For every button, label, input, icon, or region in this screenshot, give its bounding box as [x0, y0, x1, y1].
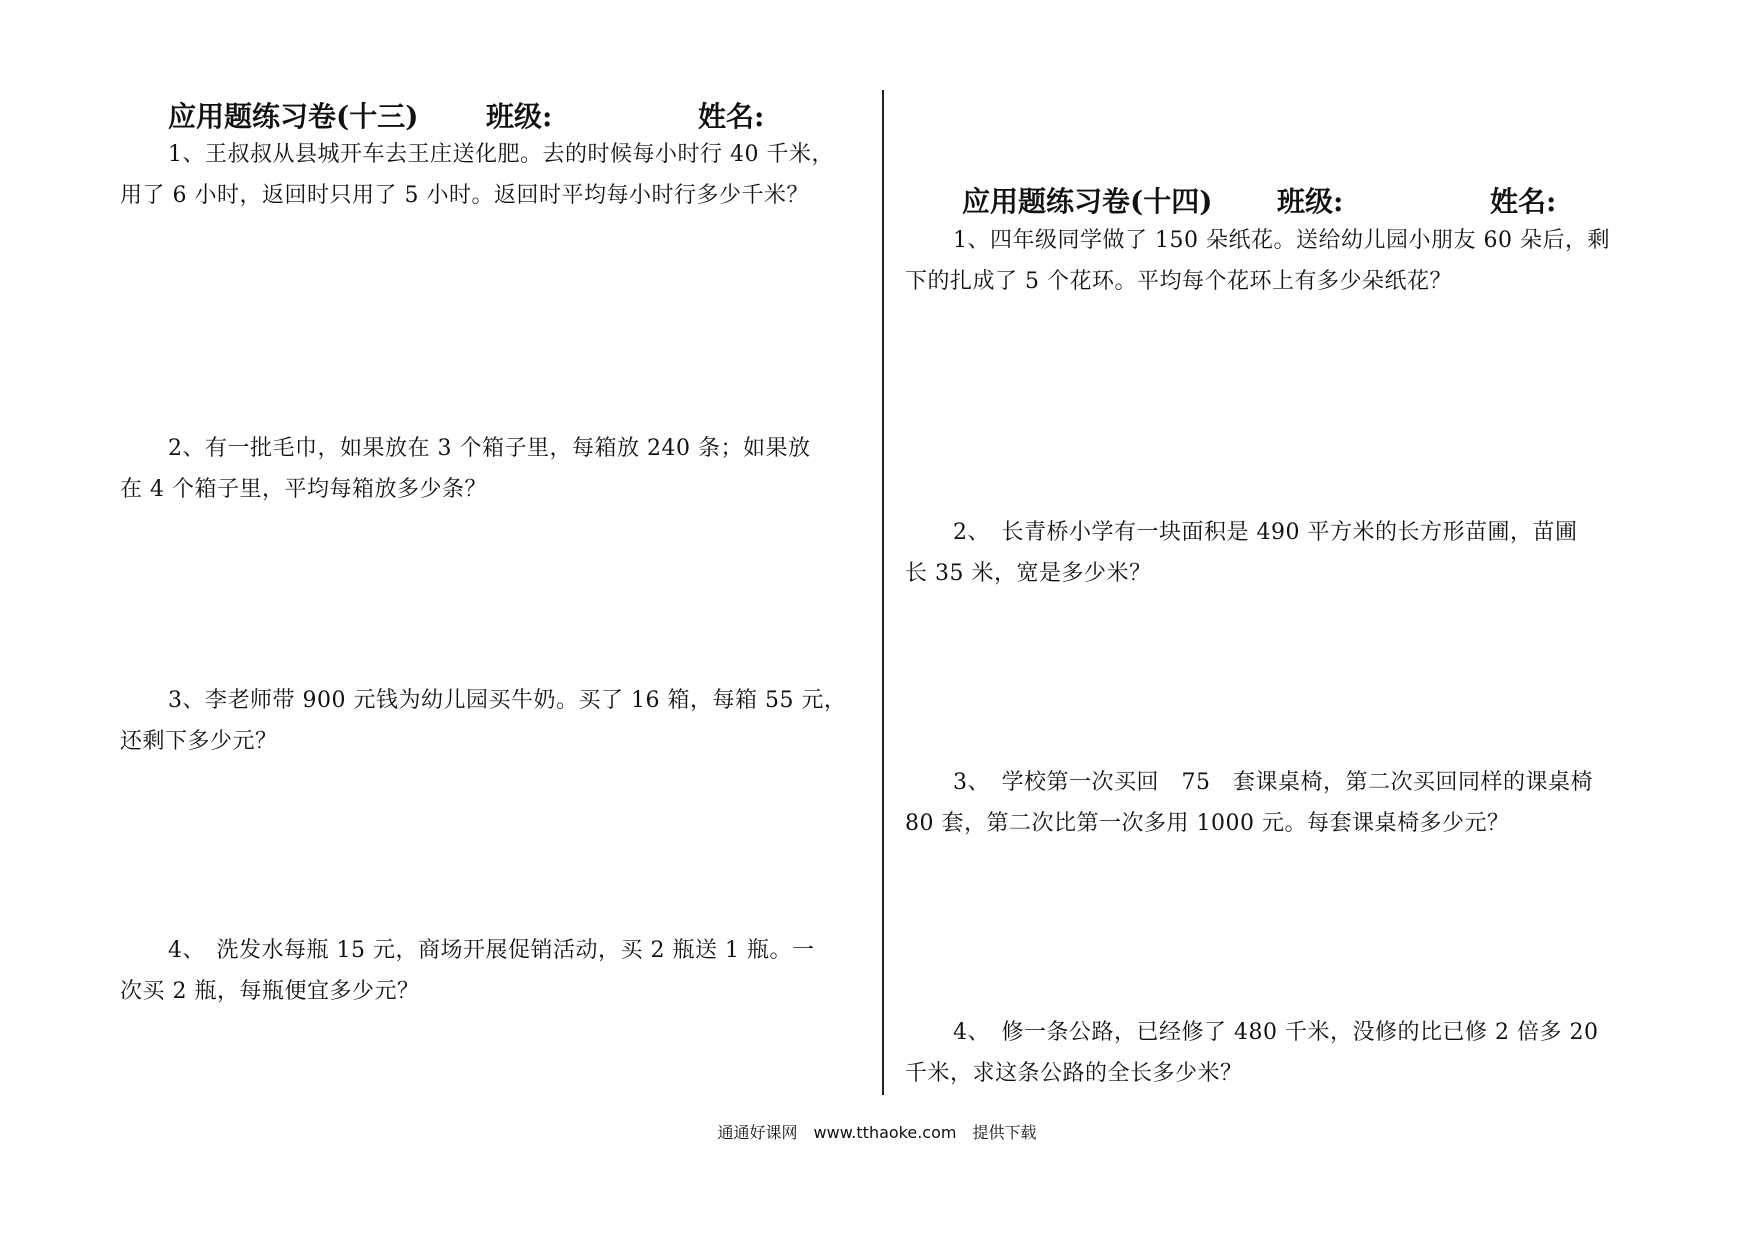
right-question-1: [905, 220, 1650, 302]
right-worksheet-header: [962, 180, 1662, 220]
left-class-label: 班级:: [486, 100, 553, 133]
right-question-1-line1: 1、四年级同学做了 150 朵纸花。送给幼儿园小朋友 60 朵后，剩: [953, 228, 1610, 253]
left-worksheet-title: 应用题练习卷(十三): [168, 100, 419, 133]
left-worksheet-header: [168, 95, 868, 135]
left-question-4-line1: 4、 洗发水每瓶 15 元，商场开展促销活动，买 2 瓶送 1 瓶。一: [168, 938, 815, 963]
right-question-4-line1: 4、 修一条公路，已经修了 480 千米，没修的比已修 2 倍多 20: [953, 1020, 1599, 1045]
left-question-2-line1: 2、有一批毛巾，如果放在 3 个箱子里，每箱放 240 条；如果放: [168, 436, 811, 461]
left-question-1-line1: 1、王叔叔从县城开车去王庄送化肥。去的时候每小时行 40 千米，: [168, 142, 834, 167]
left-question-3-line1: 3、李老师带 900 元钱为幼儿园买牛奶。买了 16 箱，每箱 55 元，: [168, 688, 847, 713]
left-question-3: [120, 680, 865, 762]
right-question-3-line1: 3、 学校第一次买回 75 套课桌椅，第二次买回同样的课桌椅: [953, 770, 1593, 795]
right-question-4-line2: 千米，求这条公路的全长多少米？: [905, 1061, 1243, 1086]
left-question-1-line2: 用了 6 小时，返回时只用了 5 小时。返回时平均每小时行多少千米？: [120, 183, 809, 208]
right-worksheet-title: 应用题练习卷(十四): [962, 185, 1213, 218]
right-question-4: [905, 1012, 1650, 1094]
right-question-3: [905, 762, 1650, 844]
right-question-1-line2: 下的扎成了 5 个花环。平均每个花环上有多少朵纸花？: [905, 269, 1452, 294]
right-class-label: 班级:: [1277, 185, 1344, 218]
right-question-2-line1: 2、 长青桥小学有一块面积是 490 平方米的长方形苗圃，苗圃: [953, 520, 1578, 545]
left-question-3-line2: 还剩下多少元？: [120, 729, 278, 754]
left-name-label: 姓名:: [698, 100, 765, 133]
column-divider: [882, 90, 884, 1095]
left-question-4-line2: 次买 2 瓶，每瓶便宜多少元？: [120, 979, 420, 1004]
footer-credit: 通通好课网 www.tthaoke.com 提供下载: [717, 1123, 1037, 1142]
left-question-1: [120, 134, 865, 216]
right-name-label: 姓名:: [1490, 185, 1557, 218]
right-question-2-line2: 长 35 米，宽是多少米？: [905, 561, 1152, 586]
left-question-2-line2: 在 4 个箱子里，平均每箱放多少条？: [120, 477, 487, 502]
right-question-3-line2: 80 套，第二次比第一次多用 1000 元。每套课桌椅多少元？: [905, 811, 1510, 836]
right-question-2: [905, 512, 1650, 594]
left-question-2: [120, 428, 865, 510]
left-question-4: [120, 930, 865, 1012]
